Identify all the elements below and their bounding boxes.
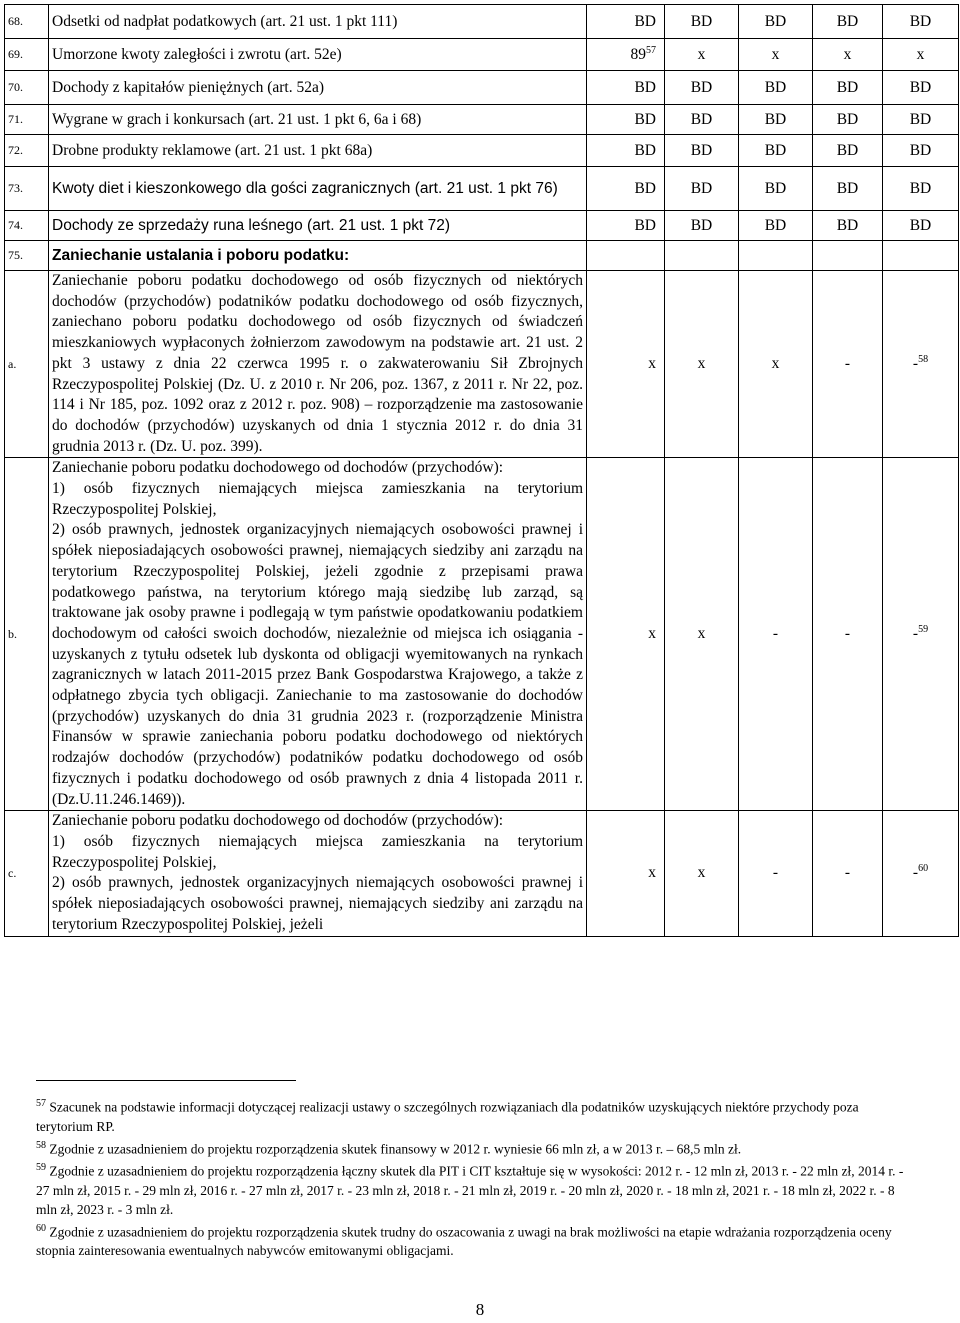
row-description: Kwoty diet i kieszonkowego dla gości zagranicznych (art. 21 ust. 1 pkt 76) [49, 167, 587, 211]
cell-empty [665, 241, 739, 271]
footnote-number: 59 [36, 1162, 46, 1173]
cell-value: BD [883, 105, 959, 135]
tax-expenditure-table [4, 4, 959, 937]
row-number: 71. [5, 105, 49, 135]
cell-value: - [813, 458, 883, 811]
value-text: 89 [630, 45, 646, 63]
row-description: Odsetki od nadpłat podatkowych (art. 21 ust. 1 pkt 111) [49, 5, 587, 39]
row-description: Dochody z kapitałów pieniężnych (art. 52a) [49, 71, 587, 105]
cell-value: BD [665, 135, 739, 167]
table-row [5, 39, 959, 71]
cell-value: - [739, 811, 813, 936]
footnote-text: Zgodnie z uzasadnieniem do projektu rozporządzenia łączny skutek dla PIT i CIT kształtuje się w wysokości: 2012 r. - 12 mln zł, 2013 r. - 22 mln zł, 2014 r. - 27 mln zł, 2015 r. - 29 mln zł, 2016 r. - 27 mln zł, 2017 r. - 23 mln zł, 2018 r. - 21 mln zł, 2019 r. - 20 mln zł, 2020 r. - 18 mln zł, 2021 r. - 18 mln zł, 2022 r. - 8 mln zł, 2023 r. - 3 mln zł. [36, 1163, 904, 1217]
footnote [36, 1158, 916, 1219]
cell-value: BD [665, 71, 739, 105]
cell-value: BD [587, 71, 665, 105]
table-row [5, 811, 959, 936]
cell-value: BD [883, 167, 959, 211]
footnote-number: 58 [36, 1139, 46, 1151]
footnote-text: Szacunek na podstawie informacji dotyczącej realizacji ustawy o szczególnych rozwiązaniach dla podatników uzyskujących niektóre przychody poza terytorium RP. [36, 1099, 859, 1134]
table-row [5, 167, 959, 211]
table-row [5, 458, 959, 811]
cell-value: BD [813, 167, 883, 211]
cell-value: x [665, 458, 739, 811]
table-row [5, 71, 959, 105]
cell-value: x [739, 39, 813, 71]
table-row [5, 211, 959, 241]
row-number: 72. [5, 135, 49, 167]
cell-value: x [665, 811, 739, 936]
cell-value [883, 811, 959, 936]
row-letter: a. [5, 271, 49, 458]
footnote-ref: 60 [918, 863, 929, 875]
footnotes [36, 1094, 916, 1260]
table-row [5, 241, 959, 271]
row-description: Dochody ze sprzedaży runa leśnego (art. 21 ust. 1 pkt 72) [49, 211, 587, 241]
table-row [5, 271, 959, 458]
row-text: Zaniechanie poboru podatku dochodowego od osób fizycznych od niektórych dochodów (przychodów) podatników podatku dochodowego od osób fizycznych, zaniechano poboru podatku dochodowego od osób fizycznych od świadczeń mieszkaniowych wypłaconych żołnierzom zawodowym na podstawie art. 21 ust. 2 pkt 3 ustawy z dnia 22 czerwca 1995 r. o zakwaterowaniu Sił Zbrojnych Rzeczypospolitej Polskiej (Dz. U. z 2010 r. Nr 206, poz. 1367, z 2011 r. Nr 22, poz. 114 i Nr 185, poz. 1092 oraz z 2012 r. poz. 908) – rozporządzenie ma zastosowanie do dochodów (przychodów) uzyskanych od dnia 1 stycznia 2012 r. do dnia 31 grudnia 2013 r. (Dz. U. poz. 399). [49, 271, 587, 458]
cell-value: BD [665, 211, 739, 241]
cell-value: x [665, 39, 739, 71]
cell-value: BD [883, 71, 959, 105]
value-text: - [912, 355, 919, 373]
footnote-text: Zgodnie z uzasadnieniem do projektu rozporządzenia skutek trudny do oszacowania z uwagi na brak możliwości na etapie wdrażania rozporządzenia oceny stopnia zainteresowania ewentualnych nabywców emitowanymi obligacjami. [36, 1224, 892, 1258]
cell-value: x [813, 39, 883, 71]
cell-value: BD [665, 167, 739, 211]
footnote-text: Zgodnie z uzasadnieniem do projektu rozporządzenia skutek finansowy w 2012 r. wyniesie 66 mln zł, a w 2013 r. – 68,5 mln zł. [49, 1141, 742, 1156]
section-title: Zaniechanie ustalania i poboru podatku: [49, 241, 587, 271]
cell-value: BD [813, 5, 883, 39]
cell-value: - [813, 271, 883, 458]
cell-value: BD [883, 5, 959, 39]
footnote-separator [36, 1080, 296, 1081]
cell-value: x [883, 39, 959, 71]
cell-value: BD [883, 211, 959, 241]
row-letter: b. [5, 458, 49, 811]
table-row [5, 105, 959, 135]
footnote [36, 1219, 916, 1261]
row-number: 68. [5, 5, 49, 39]
cell-value: BD [665, 105, 739, 135]
cell-value: BD [665, 5, 739, 39]
footnote-number: 60 [36, 1222, 46, 1234]
cell-value: BD [739, 211, 813, 241]
cell-value: BD [739, 135, 813, 167]
cell-value: BD [813, 135, 883, 167]
table-row [5, 135, 959, 167]
row-number: 73. [5, 167, 49, 211]
footnote [36, 1094, 916, 1136]
cell-value: x [587, 458, 665, 811]
value-text: - [912, 625, 919, 643]
row-text: Zaniechanie poboru podatku dochodowego od dochodów (przychodów): 1) osób fizycznych niemających miejsca zamieszkania na terytorium Rzeczypospolitej Polskiej, 2) osób prawnych, jednostek organizacyjnych niemających osobowości prawnej i spółek nieposiadających osobowości prawnej, niemających siedziby ani zarządu na terytorium Rzeczypospolitej Polskiej, jeżeli zgodnie z przepisami prawa podatkowego państwa, na terytorium którego mają siedzibę lub zarząd, są traktowane jak osoby prawne i podlegają w tym państwie opodatkowaniu podatkiem dochodowym od całości swoich dochodów, niezależnie od miejsca ich osiągania - uzyskanych z tytułu odsetek lub dyskonta od obligacji wyemitowanych na rynkach zagranicznych w latach 2011-2015 przez Bank Gospodarstwa Krajowego, a także z odpłatnego zbycia tych obligacji. Zaniechanie to ma zastosowanie do dochodów (przychodów) uzyskanych do dnia 31 grudnia 2023 r. (rozporządzenie Ministra Finansów w sprawie zaniechania poboru podatku dochodowego od niektórych rodzajów dochodów (przychodów) podatników podatku dochodowego od osób fizycznych i podatku dochodowego od osób prawnych z dnia 4 listopada 2011 r. (Dz.U.11.246.1469)). [49, 458, 587, 811]
cell-value: BD [883, 135, 959, 167]
cell-empty [813, 241, 883, 271]
row-text: Zaniechanie poboru podatku dochodowego od dochodów (przychodów): 1) osób fizycznych niemających miejsca zamieszkania na terytorium Rzeczypospolitej Polskiej, 2) osób prawnych, jednostek organizacyjnych niemających osobowości prawnej i spółek nieposiadających osobowości prawnej, niemających siedziby ani zarządu na terytorium Rzeczypospolitej Polskiej, jeżeli [49, 811, 587, 936]
footnote-ref: 58 [918, 354, 929, 365]
cell-value: - [813, 811, 883, 936]
cell-value: BD [739, 71, 813, 105]
cell-value: BD [813, 211, 883, 241]
footnote [36, 1136, 916, 1159]
row-description: Umorzone kwoty zaległości i zwrotu (art. 52e) [49, 39, 587, 71]
cell-value: BD [739, 105, 813, 135]
cell-value: x [665, 271, 739, 458]
row-number: 75. [5, 241, 49, 271]
cell-value: x [587, 811, 665, 936]
cell-value [883, 271, 959, 458]
row-letter: c. [5, 811, 49, 936]
cell-empty [883, 241, 959, 271]
cell-value [883, 458, 959, 811]
row-number: 74. [5, 211, 49, 241]
cell-value [587, 39, 665, 71]
cell-value: BD [587, 105, 665, 135]
cell-value: BD [587, 167, 665, 211]
footnote-ref: 59 [918, 624, 929, 636]
cell-value: BD [739, 167, 813, 211]
row-description: Drobne produkty reklamowe (art. 21 ust. 1 pkt 68a) [49, 135, 587, 167]
cell-value: BD [813, 71, 883, 105]
value-text: - [912, 864, 919, 882]
cell-value: BD [739, 5, 813, 39]
cell-empty [587, 241, 665, 271]
cell-value: BD [587, 5, 665, 39]
row-number: 69. [5, 39, 49, 71]
cell-value: BD [587, 211, 665, 241]
cell-value: x [739, 271, 813, 458]
cell-value: x [587, 271, 665, 458]
cell-value: - [739, 458, 813, 811]
cell-value: BD [813, 105, 883, 135]
table-row [5, 5, 959, 39]
row-number: 70. [5, 71, 49, 105]
footnote-number: 57 [36, 1098, 46, 1109]
cell-empty [739, 241, 813, 271]
cell-value: BD [587, 135, 665, 167]
row-description: Wygrane w grach i konkursach (art. 21 ust. 1 pkt 6, 6a i 68) [49, 105, 587, 135]
page-number: 8 [475, 1300, 485, 1319]
footnote-ref: 57 [646, 44, 656, 56]
